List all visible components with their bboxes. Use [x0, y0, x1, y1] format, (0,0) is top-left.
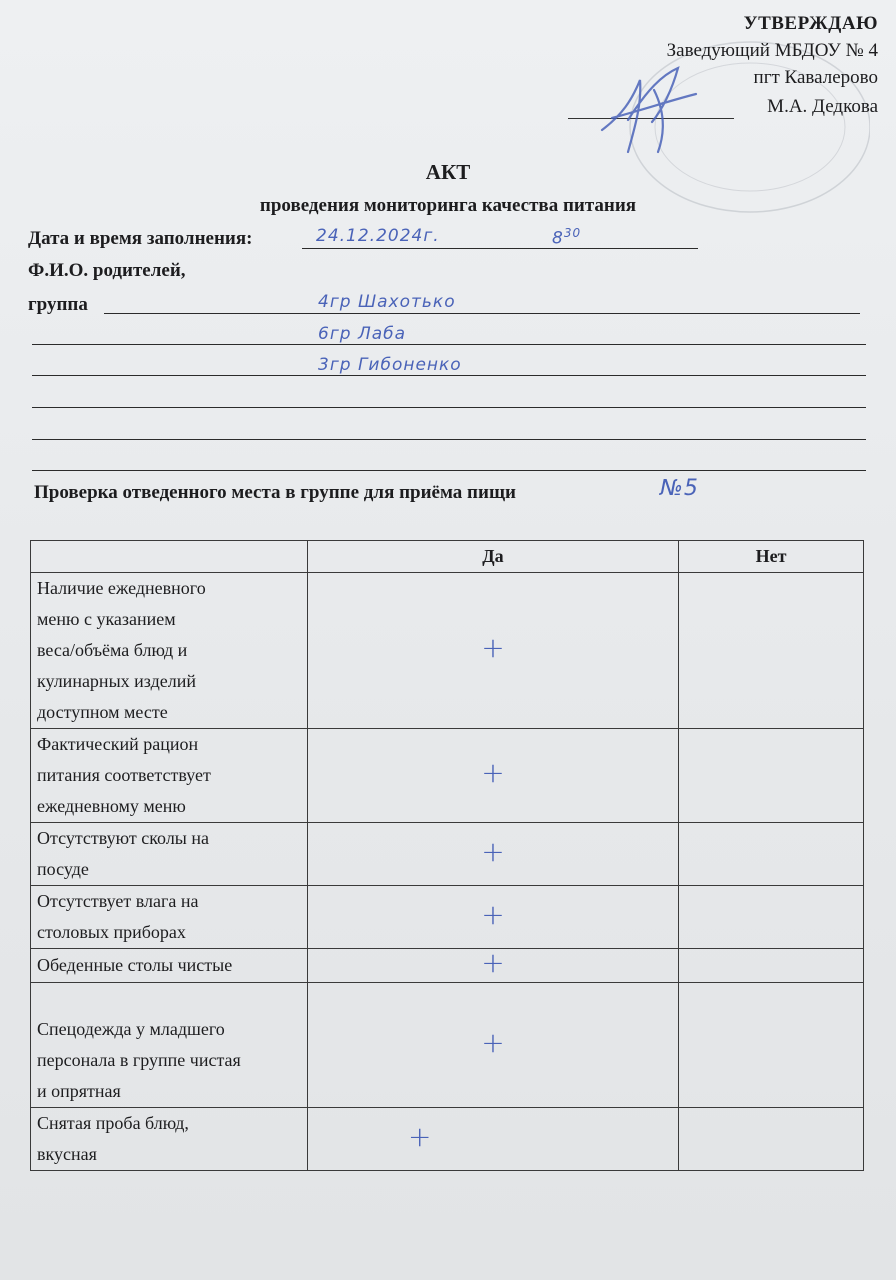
handwritten-signature: [592, 60, 702, 160]
header-criterion: [31, 541, 308, 573]
datetime-label: Дата и время заполнения:: [28, 228, 253, 249]
criterion-line: ежедневному меню: [37, 796, 186, 816]
yes-mark: +: [481, 897, 505, 931]
criterion-line: кулинарных изделий: [37, 671, 196, 691]
approval-signer: М.А. Дедкова: [767, 96, 878, 117]
yes-cell: [308, 823, 679, 886]
time-hours: 8: [552, 228, 564, 249]
criterion-line: персонала в группе чистая: [37, 1050, 241, 1070]
criterion-line: Обеденные столы чистые: [37, 955, 233, 975]
no-cell: [679, 823, 864, 886]
criterion-cell: [31, 1108, 308, 1171]
table-row: [31, 886, 864, 949]
yes-cell: [308, 886, 679, 949]
table-row: [31, 983, 864, 1108]
no-cell: [679, 983, 864, 1108]
criterion-line: вкусная: [37, 1144, 97, 1164]
criterion-line: посуде: [37, 859, 89, 879]
datetime-underline: [302, 248, 698, 249]
time-minutes: 30: [563, 226, 582, 240]
approval-title: УТВЕРЖДАЮ: [743, 13, 878, 34]
parents-label: Ф.И.О. родителей,: [28, 260, 186, 281]
group-underline-3: [32, 375, 866, 376]
criterion-cell: [31, 729, 308, 823]
criterion-line: доступном месте: [37, 702, 168, 722]
group-entry-1: 4гр Шахотько: [318, 292, 456, 312]
criterion-line: столовых приборах: [37, 922, 186, 942]
criterion-line: Отсутствует влага на: [37, 891, 199, 911]
yes-cell: [308, 1108, 679, 1171]
table-row: [31, 573, 864, 729]
yes-cell: [308, 573, 679, 729]
group-entry-3: 3гр Гибоненко: [318, 355, 462, 375]
criterion-cell: [31, 823, 308, 886]
blank-underline-4: [32, 407, 866, 408]
section-title: Проверка отведенного места в группе для приёма пищи: [34, 482, 516, 503]
table-header-row: [31, 541, 864, 573]
no-cell: [679, 949, 864, 983]
yes-mark: +: [481, 834, 505, 868]
criterion-line: Наличие ежедневного: [37, 578, 206, 598]
no-cell: [679, 729, 864, 823]
criterion-cell: [31, 983, 308, 1108]
table-row: [31, 949, 864, 983]
yes-mark: +: [408, 1119, 432, 1153]
criterion-line: и опрятная: [37, 1081, 121, 1101]
table-row: [31, 823, 864, 886]
group-underline-2: [32, 344, 866, 345]
criterion-line: Спецодежда у младшего: [37, 1019, 225, 1039]
group-underline-1: [104, 313, 860, 314]
criterion-cell: [31, 949, 308, 983]
criterion-line: [37, 983, 299, 1014]
yes-cell: [308, 946, 679, 983]
group-entry-2: 6гр Лаба: [318, 324, 407, 344]
time-value: [552, 226, 581, 249]
datetime-value: 24.12.2024г.: [316, 226, 440, 246]
criterion-line: Отсутствуют сколы на: [37, 828, 210, 848]
checklist-table: [30, 540, 864, 1171]
no-cell: [679, 886, 864, 949]
yes-mark: +: [481, 946, 505, 979]
criterion-cell: [31, 886, 308, 949]
yes-cell: [308, 983, 679, 1108]
criterion-line: веса/объёма блюд и: [37, 640, 188, 660]
yes-mark: +: [481, 1025, 505, 1059]
document-subheading: проведения мониторинга качества питания: [259, 195, 637, 216]
approval-location: пгт Кавалерово: [753, 67, 878, 88]
criterion-line: питания соответствует: [37, 765, 211, 785]
criterion-cell: [31, 573, 308, 729]
yes-mark: +: [481, 631, 505, 664]
no-cell: [679, 573, 864, 729]
yes-mark: +: [481, 756, 505, 789]
header-no: Нет: [679, 541, 864, 573]
yes-cell: [308, 729, 679, 823]
criterion-line: Фактический рацион: [37, 734, 199, 754]
criterion-line: Снятая проба блюд,: [37, 1113, 189, 1133]
group-label: группа: [28, 294, 88, 315]
room-number-note: №5: [660, 476, 699, 501]
blank-underline-5: [32, 439, 866, 440]
table-row: [31, 729, 864, 823]
blank-underline-6: [32, 470, 866, 471]
criterion-line: меню с указанием: [37, 609, 176, 629]
document-heading: АКТ: [425, 160, 471, 184]
approval-position: Заведующий МБДОУ № 4: [666, 40, 878, 61]
no-cell: [679, 1108, 864, 1171]
header-yes: Да: [308, 541, 679, 573]
table-row: [31, 1108, 864, 1171]
